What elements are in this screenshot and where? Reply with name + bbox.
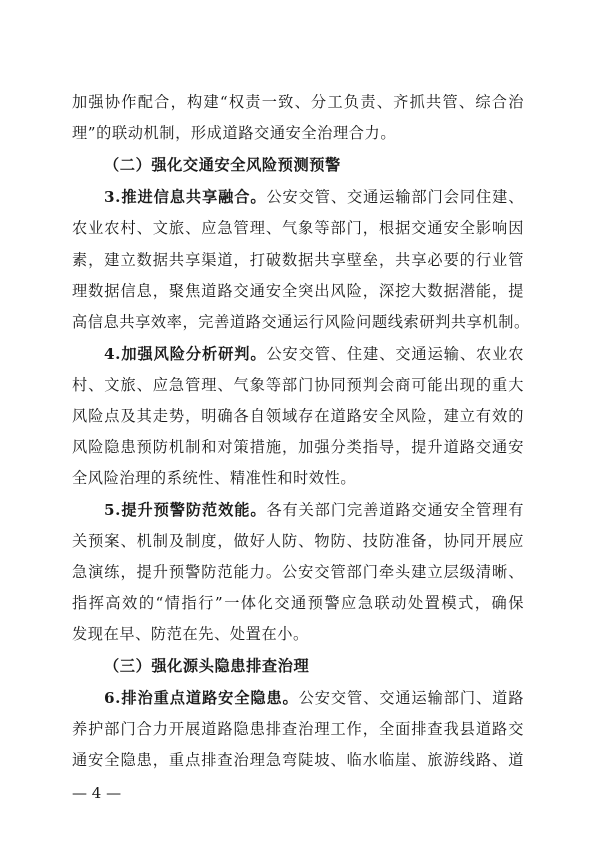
body-text: 各有关部门完善道路交通安全管理有: [266, 501, 524, 519]
paragraph-first-line: [104, 344, 524, 364]
body-text-line: 理数据信息，聚焦道路交通安全突出风险，深挖大数据潜能，提: [72, 282, 524, 300]
body-text-line: 关预案、机制及制度，做好人防、物防、技防准备，协同开展应: [72, 532, 524, 550]
item-title: 3.推进信息共享融合。: [104, 188, 267, 206]
body-text-line: 风险隐患预防机制和对策措施，加强分类指导，提升道路交通安: [72, 438, 524, 456]
paragraph-first-line: [104, 688, 524, 708]
body-text-line: 风险点及其走势，明确各自领域存在道路安全风险，建立有效的: [72, 407, 524, 425]
body-text-line: 素，建立数据共享渠道，打破数据共享壁垒，共享必要的行业管: [72, 251, 524, 269]
paragraph-first-line: [104, 500, 524, 520]
body-text-line: 急演练，提升预警防范能力。公安交管部门牵头建立层级清晰、: [72, 563, 524, 581]
body-text-line: 理”的联动机制，形成道路交通安全治理合力。: [72, 124, 397, 142]
body-text-line: 加强协作配合，构建“权责一致、分工负责、齐抓共管、综合治: [72, 93, 524, 111]
item-title: 5.提升预警防范效能。: [104, 501, 267, 519]
body-text-line: 农业农村、文旅、应急管理、气象等部门，根据交通安全影响因: [72, 219, 524, 237]
body-text-line: 发现在早、防范在先、处置在小。: [72, 625, 309, 643]
body-text-line: 村、文旅、应急管理、气象等部门协同预判会商可能出现的重大: [72, 376, 524, 394]
item-title: 4.加强风险分析研判。: [104, 345, 267, 363]
body-text: 公安交管、交通运输部门会同住建、: [266, 188, 524, 206]
page-number: — 4 —: [72, 784, 122, 802]
paragraph-first-line: [104, 187, 524, 207]
body-text: 公安交管、住建、交通运输、农业农: [266, 345, 524, 363]
body-text-line: 通安全隐患，重点排查治理急弯陡坡、临水临崖、旅游线路、道: [72, 751, 524, 769]
body-text-line: 全风险治理的系统性、精准性和时效性。: [72, 469, 357, 487]
body-text-line: 养护部门合力开展道路隐患排查治理工作，全面排查我县道路交: [72, 720, 524, 738]
body-text-line: 高信息共享效率，完善道路交通运行风险问题线索研判共享机制。: [72, 313, 530, 331]
body-text-line: 指挥高效的“情指行”一体化交通预警应急联动处置模式，确保: [72, 594, 524, 612]
section-heading: （二）强化交通安全风险预测预警: [104, 156, 341, 174]
section-heading: （三）强化源头隐患排查治理: [104, 657, 310, 675]
body-text: 公安交管、交通运输部门、道路: [298, 689, 525, 707]
item-title: 6.排治重点道路安全隐患。: [104, 689, 299, 707]
